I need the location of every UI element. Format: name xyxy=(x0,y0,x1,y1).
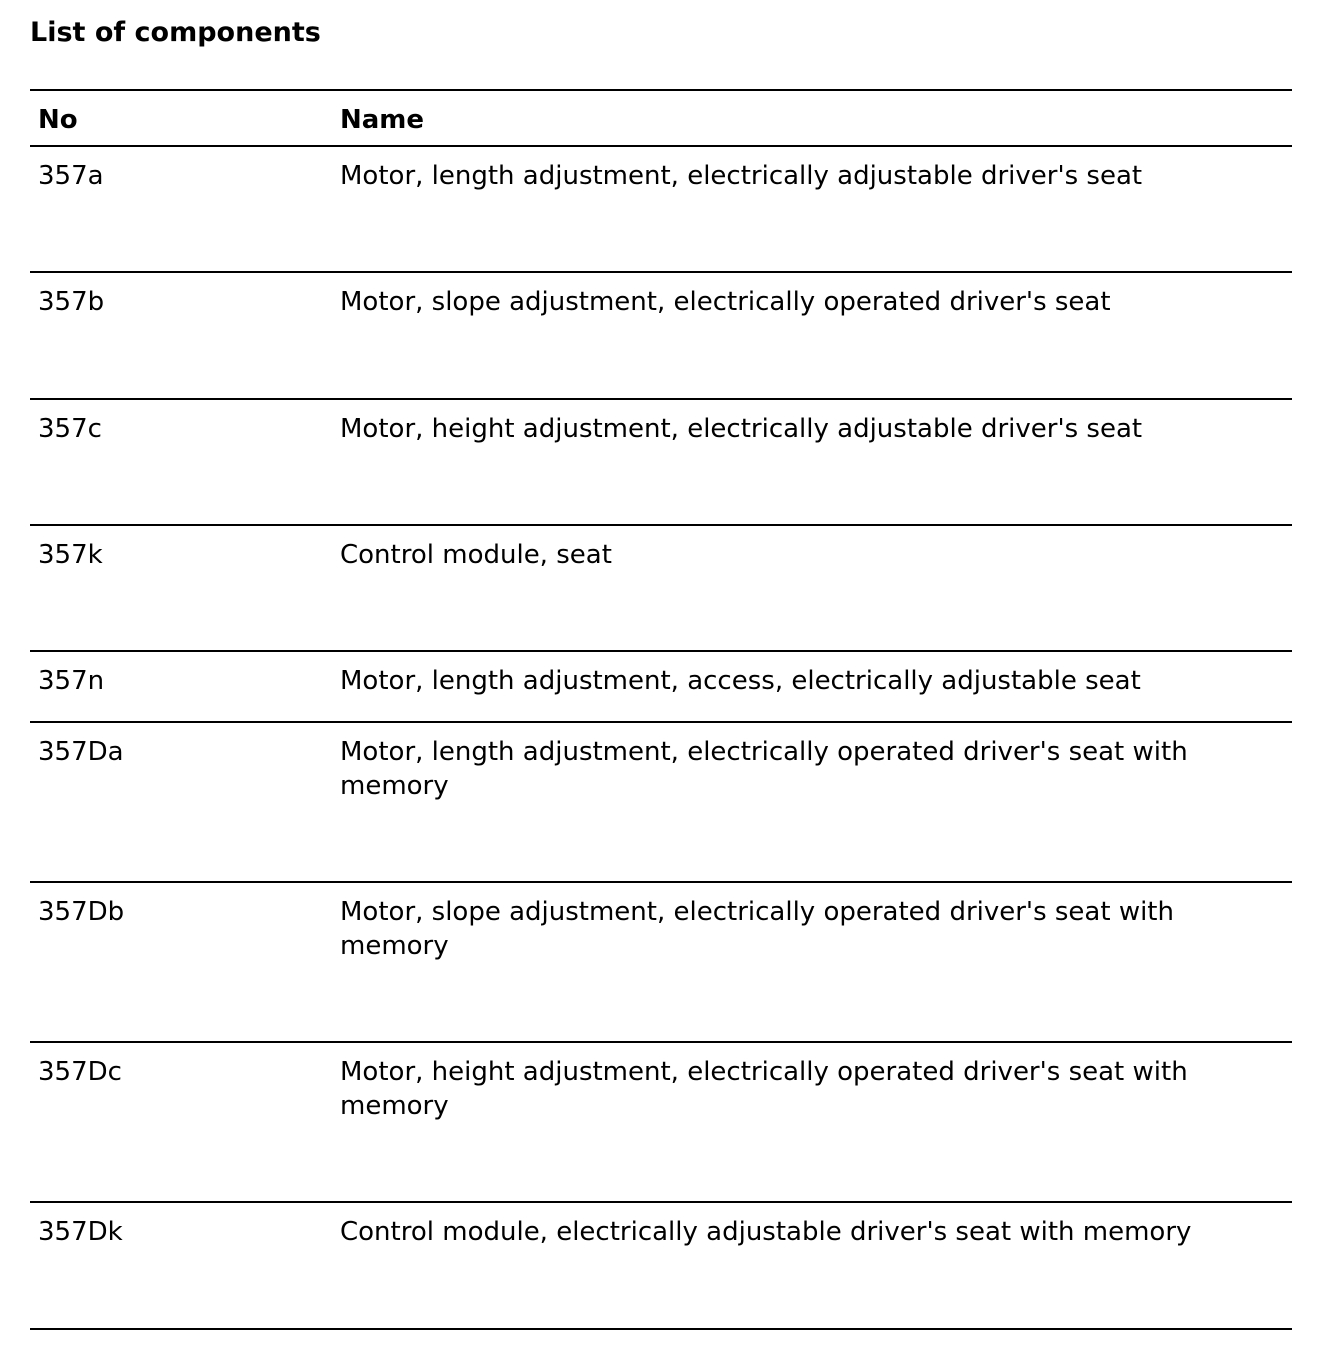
row-no: 357c xyxy=(38,414,102,444)
table-row xyxy=(30,883,1292,1043)
row-no: 357Dc xyxy=(38,1057,122,1087)
table-header-row xyxy=(30,91,1292,147)
table-row xyxy=(30,273,1292,400)
page-title: List of components xyxy=(30,17,321,48)
row-no: 357Da xyxy=(38,737,124,767)
row-no: 357b xyxy=(38,287,105,317)
header-name: Name xyxy=(340,105,425,135)
table-row xyxy=(30,526,1292,652)
row-no: 357k xyxy=(38,540,103,570)
row-no: 357a xyxy=(38,161,104,191)
table-row xyxy=(30,652,1292,723)
row-name: Control module, electrically adjustable driver's seat with memory xyxy=(340,1217,1192,1247)
table-row xyxy=(30,147,1292,273)
row-name: Motor, height adjustment, electrically operated driver's seat with memory xyxy=(340,1057,1188,1121)
row-name: Motor, length adjustment, electrically operated driver's seat with memory xyxy=(340,737,1188,801)
table-row xyxy=(30,1203,1292,1330)
row-no: 357Dk xyxy=(38,1217,123,1247)
row-name: Motor, slope adjustment, electrically operated driver's seat with memory xyxy=(340,897,1174,961)
row-no: 357Db xyxy=(38,897,125,927)
row-name: Motor, height adjustment, electrically adjustable driver's seat xyxy=(340,414,1143,444)
table-row xyxy=(30,400,1292,526)
row-name: Motor, slope adjustment, electrically operated driver's seat xyxy=(340,287,1111,317)
row-no: 357n xyxy=(38,666,105,696)
components-table xyxy=(30,89,1292,1330)
table-row xyxy=(30,1043,1292,1203)
table-row xyxy=(30,723,1292,883)
row-name: Control module, seat xyxy=(340,540,612,570)
header-no: No xyxy=(38,105,78,135)
row-name: Motor, length adjustment, electrically adjustable driver's seat xyxy=(340,161,1143,191)
row-name: Motor, length adjustment, access, electrically adjustable seat xyxy=(340,666,1141,696)
